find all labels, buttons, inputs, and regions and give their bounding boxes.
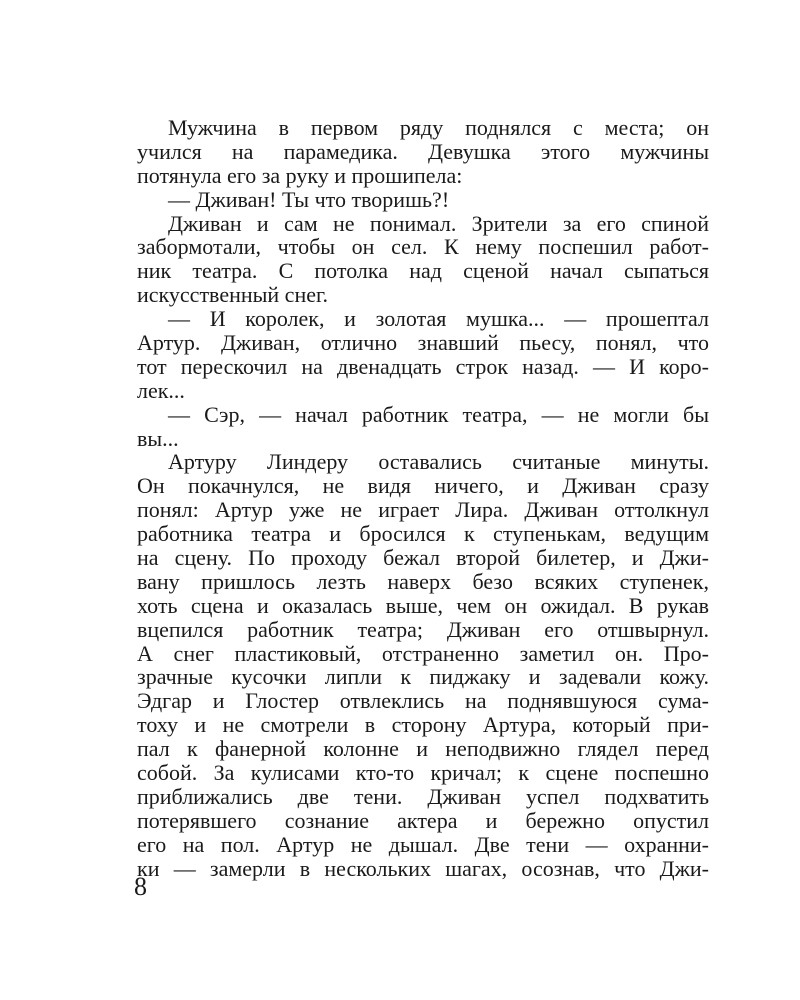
text-line: тоху и не смотрели в сторону Артура, который при- (137, 712, 709, 738)
text-line: собой. За кулисами кто-то кричал; к сцене поспешно (137, 760, 709, 786)
text-line: ник театра. С потолка над сценой начал сыпаться (137, 258, 709, 284)
text-line: работника театра и бросился к ступенькам, ведущим (137, 521, 709, 547)
text-line: — И королек, и золотая мушка... — прошептал (168, 306, 709, 332)
text-line: вы... (137, 425, 179, 451)
text-line: пал к фанерной колонне и неподвижно глядел перед (137, 736, 709, 762)
text-line: приближались две тени. Дживан успел подхватить (137, 783, 709, 809)
text-line: Мужчина в первом ряду поднялся с места; он (168, 115, 709, 140)
text-line: забормотали, чтобы он сел. К нему поспешил работ- (137, 234, 709, 260)
text-line: Дживан и сам не понимал. Зрители за его спиной (168, 210, 709, 236)
text-line: вану пришлось лезть наверх безо всяких ступенек, (137, 568, 709, 594)
text-line: хоть сцена и оказалась выше, чем он ожидал. В рукав (137, 592, 709, 618)
text-line: учился на парамедика. Девушка этого мужчины (137, 138, 709, 164)
text-line: Эдгар и Глостер отвлеклись на поднявшуюся сума- (137, 688, 709, 714)
text-line: его на пол. Артур не дышал. Две тени — охранни- (137, 831, 709, 857)
text-line: тот перескочил на двенадцать строк назад. — И коро- (137, 353, 709, 379)
body-text (137, 116, 709, 881)
text-line: — Сэр, — начал работник театра, — не могли бы (168, 401, 709, 427)
text-line: А снег пластиковый, отстраненно заметил он. Про- (137, 640, 709, 666)
text-line: на сцену. По проходу бежал второй билетер, и Джи- (137, 545, 709, 571)
text-line: потерявшего сознание актера и бережно опустил (137, 807, 709, 833)
text-line: Артур. Дживан, отлично знавший пьесу, понял, что (137, 330, 709, 356)
text-line: Он покачнулся, не видя ничего, и Дживан сразу (137, 473, 709, 499)
text-line: — Дживан! Ты что творишь?! (168, 186, 450, 212)
text-line: Артуру Линдеру оставались считаные минуты. (168, 449, 709, 475)
text-line: искусственный снег. (137, 282, 329, 308)
text-line: потянула его за руку и прошипела: (137, 162, 463, 188)
text-line: вцепился работник театра; Дживан его отшвырнул. (137, 616, 709, 642)
text-line: зрачные кусочки липли к пиджаку и задевали кожу. (137, 664, 709, 690)
text-line: понял: Артур уже не играет Лира. Дживан оттолкнул (137, 497, 709, 523)
text-line: лек... (137, 377, 185, 403)
text-line: ки — замерли в нескольких шагах, осознав, что Джи- (137, 855, 709, 881)
page-number: 8 (134, 872, 147, 901)
